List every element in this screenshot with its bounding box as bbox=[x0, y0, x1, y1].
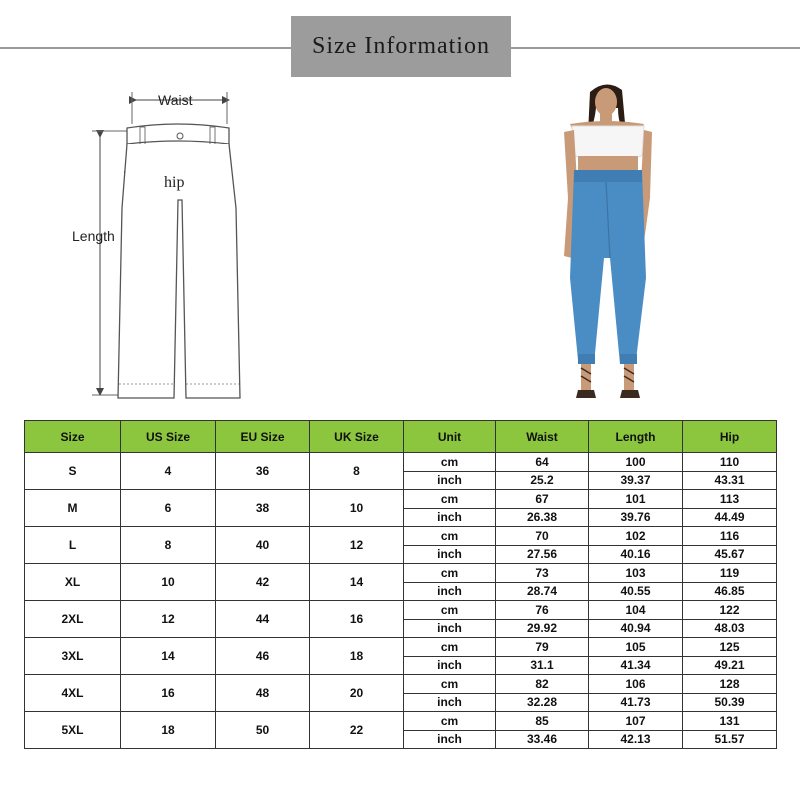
uk-size-cell: 8 bbox=[310, 453, 404, 490]
header-rule-right bbox=[511, 47, 800, 49]
waist-cell: 67 bbox=[496, 490, 589, 509]
hip-cell: 128 bbox=[683, 675, 777, 694]
col-header-uk-size: UK Size bbox=[310, 421, 404, 453]
unit-cell: inch bbox=[404, 545, 496, 564]
unit-cell: inch bbox=[404, 656, 496, 675]
col-header-length: Length bbox=[589, 421, 683, 453]
us-size-cell: 10 bbox=[121, 564, 216, 601]
pants-diagram bbox=[0, 80, 260, 410]
hip-cell: 113 bbox=[683, 490, 777, 509]
waist-cell: 82 bbox=[496, 675, 589, 694]
unit-cell: cm bbox=[404, 638, 496, 657]
eu-size-cell: 38 bbox=[216, 490, 310, 527]
waist-cell: 64 bbox=[496, 453, 589, 472]
table-row bbox=[25, 527, 777, 546]
waist-cell: 31.1 bbox=[496, 656, 589, 675]
length-label: Length bbox=[72, 228, 115, 244]
size-cell: XL bbox=[25, 564, 121, 601]
waist-cell: 29.92 bbox=[496, 619, 589, 638]
size-cell: 2XL bbox=[25, 601, 121, 638]
us-size-cell: 14 bbox=[121, 638, 216, 675]
unit-cell: inch bbox=[404, 582, 496, 601]
hip-cell: 125 bbox=[683, 638, 777, 657]
waist-cell: 79 bbox=[496, 638, 589, 657]
eu-size-cell: 46 bbox=[216, 638, 310, 675]
col-header-eu-size: EU Size bbox=[216, 421, 310, 453]
unit-cell: cm bbox=[404, 453, 496, 472]
col-header-us-size: US Size bbox=[121, 421, 216, 453]
model-illustration bbox=[548, 78, 668, 408]
model-photo bbox=[548, 78, 668, 408]
header-rule-left bbox=[0, 47, 291, 49]
length-cell: 41.73 bbox=[589, 693, 683, 712]
eu-size-cell: 42 bbox=[216, 564, 310, 601]
length-cell: 39.76 bbox=[589, 508, 683, 527]
hip-cell: 46.85 bbox=[683, 582, 777, 601]
length-cell: 103 bbox=[589, 564, 683, 583]
size-cell: M bbox=[25, 490, 121, 527]
uk-size-cell: 20 bbox=[310, 675, 404, 712]
unit-cell: cm bbox=[404, 564, 496, 583]
length-cell: 41.34 bbox=[589, 656, 683, 675]
uk-size-cell: 18 bbox=[310, 638, 404, 675]
page-title: Size Information bbox=[312, 33, 490, 59]
waist-cell: 73 bbox=[496, 564, 589, 583]
unit-cell: cm bbox=[404, 675, 496, 694]
length-cell: 40.16 bbox=[589, 545, 683, 564]
hip-cell: 51.57 bbox=[683, 730, 777, 749]
length-cell: 107 bbox=[589, 712, 683, 731]
table-row bbox=[25, 490, 777, 509]
length-cell: 101 bbox=[589, 490, 683, 509]
hip-cell: 119 bbox=[683, 564, 777, 583]
hip-cell: 116 bbox=[683, 527, 777, 546]
hip-cell: 48.03 bbox=[683, 619, 777, 638]
pants-outline-illustration bbox=[0, 80, 260, 410]
uk-size-cell: 10 bbox=[310, 490, 404, 527]
unit-cell: inch bbox=[404, 693, 496, 712]
us-size-cell: 12 bbox=[121, 601, 216, 638]
hip-label: hip bbox=[164, 174, 185, 191]
table-row bbox=[25, 453, 777, 472]
uk-size-cell: 22 bbox=[310, 712, 404, 749]
length-cell: 40.94 bbox=[589, 619, 683, 638]
eu-size-cell: 44 bbox=[216, 601, 310, 638]
waist-cell: 70 bbox=[496, 527, 589, 546]
eu-size-cell: 40 bbox=[216, 527, 310, 564]
eu-size-cell: 48 bbox=[216, 675, 310, 712]
hip-cell: 44.49 bbox=[683, 508, 777, 527]
unit-cell: inch bbox=[404, 471, 496, 490]
hip-cell: 43.31 bbox=[683, 471, 777, 490]
size-cell: S bbox=[25, 453, 121, 490]
waist-cell: 28.74 bbox=[496, 582, 589, 601]
waist-cell: 27.56 bbox=[496, 545, 589, 564]
waist-cell: 76 bbox=[496, 601, 589, 620]
table-row bbox=[25, 675, 777, 694]
hip-cell: 110 bbox=[683, 453, 777, 472]
table-row bbox=[25, 712, 777, 731]
length-cell: 102 bbox=[589, 527, 683, 546]
size-cell: 5XL bbox=[25, 712, 121, 749]
table-row bbox=[25, 638, 777, 657]
col-header-size: Size bbox=[25, 421, 121, 453]
table-row bbox=[25, 601, 777, 620]
uk-size-cell: 16 bbox=[310, 601, 404, 638]
eu-size-cell: 50 bbox=[216, 712, 310, 749]
size-chart-table bbox=[24, 420, 777, 749]
unit-cell: cm bbox=[404, 527, 496, 546]
waist-cell: 33.46 bbox=[496, 730, 589, 749]
header-banner bbox=[291, 16, 511, 77]
length-cell: 39.37 bbox=[589, 471, 683, 490]
length-cell: 40.55 bbox=[589, 582, 683, 601]
hip-cell: 131 bbox=[683, 712, 777, 731]
us-size-cell: 16 bbox=[121, 675, 216, 712]
unit-cell: inch bbox=[404, 508, 496, 527]
col-header-waist: Waist bbox=[496, 421, 589, 453]
hip-cell: 50.39 bbox=[683, 693, 777, 712]
uk-size-cell: 14 bbox=[310, 564, 404, 601]
col-header-unit: Unit bbox=[404, 421, 496, 453]
size-cell: L bbox=[25, 527, 121, 564]
length-cell: 106 bbox=[589, 675, 683, 694]
us-size-cell: 18 bbox=[121, 712, 216, 749]
col-header-hip: Hip bbox=[683, 421, 777, 453]
length-cell: 100 bbox=[589, 453, 683, 472]
us-size-cell: 4 bbox=[121, 453, 216, 490]
unit-cell: cm bbox=[404, 601, 496, 620]
us-size-cell: 8 bbox=[121, 527, 216, 564]
hip-cell: 45.67 bbox=[683, 545, 777, 564]
waist-cell: 25.2 bbox=[496, 471, 589, 490]
waist-cell: 26.38 bbox=[496, 508, 589, 527]
unit-cell: inch bbox=[404, 730, 496, 749]
length-cell: 105 bbox=[589, 638, 683, 657]
size-cell: 3XL bbox=[25, 638, 121, 675]
waist-cell: 85 bbox=[496, 712, 589, 731]
hip-cell: 49.21 bbox=[683, 656, 777, 675]
us-size-cell: 6 bbox=[121, 490, 216, 527]
eu-size-cell: 36 bbox=[216, 453, 310, 490]
unit-cell: cm bbox=[404, 712, 496, 731]
table-row bbox=[25, 564, 777, 583]
length-cell: 42.13 bbox=[589, 730, 683, 749]
unit-cell: inch bbox=[404, 619, 496, 638]
uk-size-cell: 12 bbox=[310, 527, 404, 564]
waist-label: Waist bbox=[158, 92, 193, 108]
table-header-row bbox=[25, 421, 777, 453]
size-cell: 4XL bbox=[25, 675, 121, 712]
unit-cell: cm bbox=[404, 490, 496, 509]
hip-cell: 122 bbox=[683, 601, 777, 620]
length-cell: 104 bbox=[589, 601, 683, 620]
waist-cell: 32.28 bbox=[496, 693, 589, 712]
